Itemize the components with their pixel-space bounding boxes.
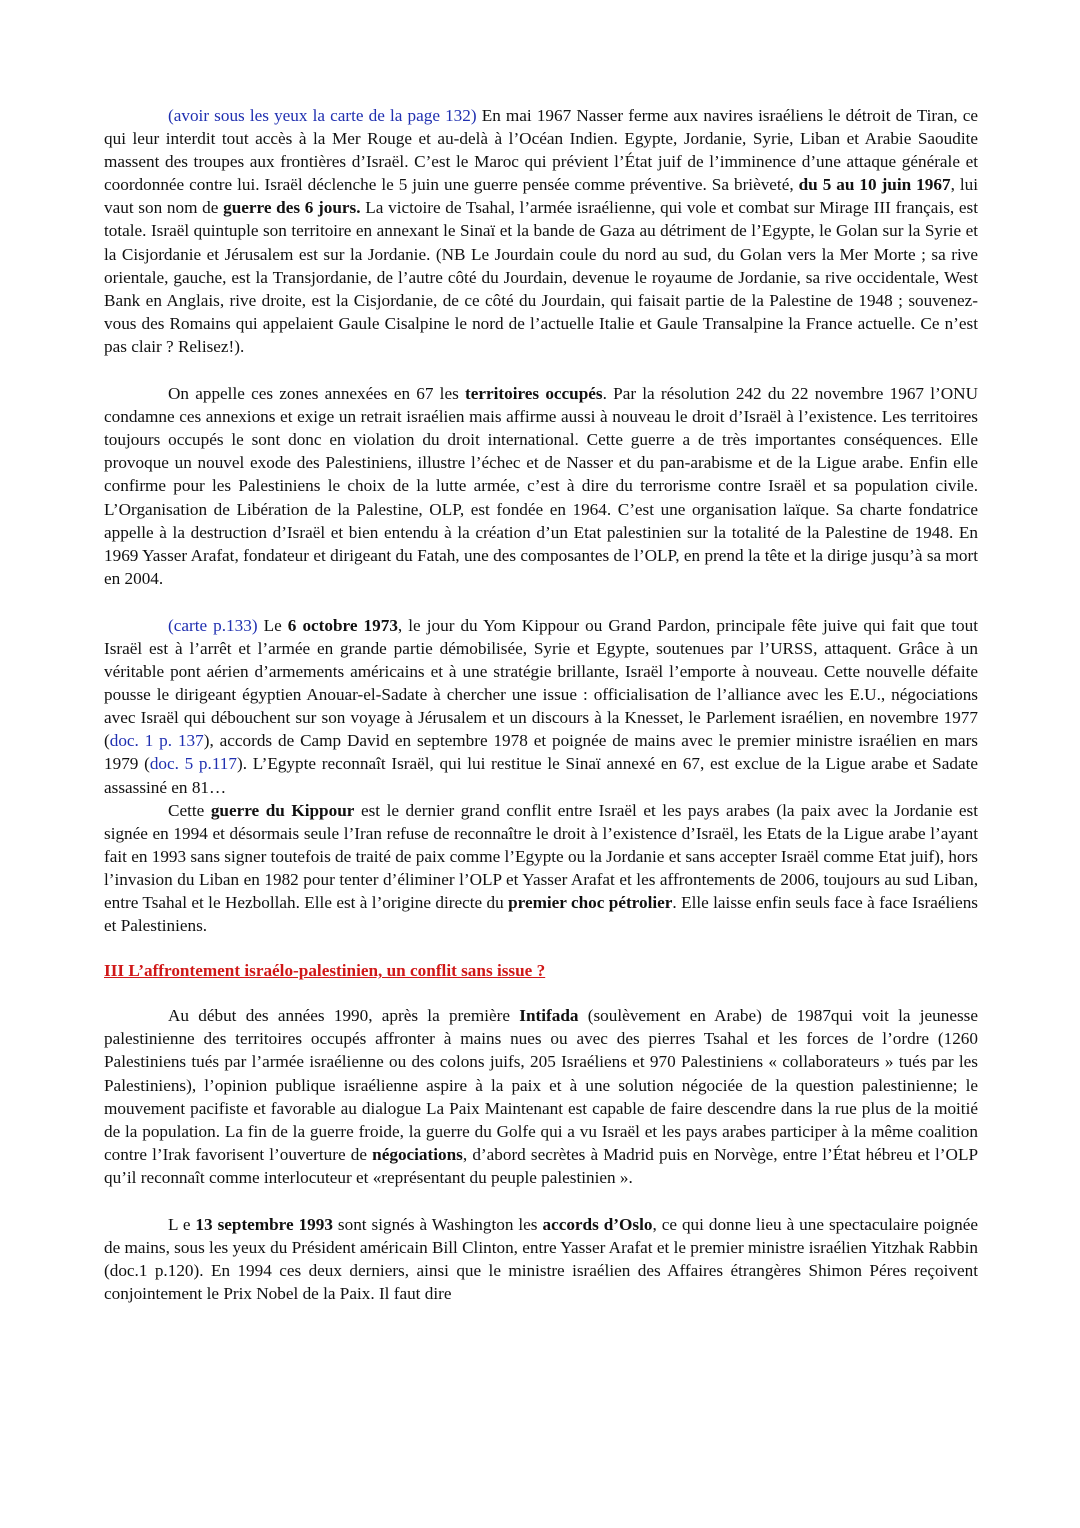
bold-oslo-accords: accords d’Oslo <box>542 1215 653 1235</box>
bold-dates-1967: du 5 au 10 juin 1967 <box>798 175 951 195</box>
map-reference-p133: (carte p.133) <box>168 615 258 635</box>
paragraph-occupied-territories: On appelle ces zones annexées en 67 les territoires occupés. Par la résolution 242 du 22 novembre 1967 l’ONU condamne ces annexions et exige un retrait israélien mais affirme aussi à nouveau le droit d’Israël à l’existence. Les territoires toujours occupés le sont donc en violation du droit international. Cette guerre a de très importantes conséquences. Elle provoque un nouvel exode des Palestiniens, illustre l’échec et de Nasser et du pan-arabisme et de la Ligue arabe. Enfin elle confirme pour les Palestiniens le choix de la lutte armée, c’est à dire du terrorisme contre Israël et sa population civile. L’Organisation de Libération de la Palestine, OLP, est fondée en 1964. C’est une organisation laïque. Sa charte fondatrice appelle à la destruction d’Israël et bien entendu à la création d’un Etat palestinien sur la totalité de la Palestine de 1948. En 1969 Yasser Arafat, fondateur et dirigeant du Fatah, une des composantes de l’OLP, en prend la tête et la dirige jusqu’à sa mort en 2004. <box>104 384 978 588</box>
paragraph-intifada: Au début des années 1990, après la première Intifada (soulèvement en Arabe) de 1987qui voit la jeunesse palestinienne des territoires occupés affronter à mains nues ou avec des pierres Tsahal et les forces de l’ordre (1260 Palestiniens tués par l’armée israélienne ou des colons juifs, 205 Israéliens et 970 Palestiniens « collaborateurs » tués par les Palestiniens), l’opinion publique israélienne aspire à la paix et à une solution négociée de la question palestinienne; le mouvement pacifiste et favorable au dialogue La Paix Maintenant est capable de faire descendre dans la rue plus de la moitié de la population. La fin de la guerre froide, la guerre du Golfe qui a vu Israël et les pays arabes participer à la même coalition contre l’Irak favorisent l’ouverture de négociations, d’abord secrètes à Madrid puis en Norvège, entre l’État hébreu et l’OLP qu’il reconnaît comme interlocuteur et «représentant du peuple palestinien ». <box>104 1006 978 1187</box>
paragraph-six-day-war: (avoir sous les yeux la carte de la page 132) En mai 1967 Nasser ferme aux navires israéliens le détroit de Tiran, ce qui leur interdit tout accès à la Mer Rouge et au-delà à l’Océan Indien. Egypte, Jordanie, Syrie, Liban et Arabie Saoudite massent des troupes aux frontières d’Israël. C’est le Maroc qui prévient l’État juif de l’imminence d’une attaque générale et coordonnée contre lui. Israël déclenche le 5 juin une guerre pensée comme préventive. Sa brièveté, du 5 au 10 juin 1967, lui vaut son nom de guerre des 6 jours. La victoire de Tsahal, l’armée israélienne, qui vole et combat sur Mirage III français, est totale. Israël quintuple son territoire en annexant le Sinaï et la bande de Gaza au détriment de l’Egypte, le Golan sur la Syrie et la Cisjordanie et Jérusalem est sur la Jordanie. (NB Le Jourdain coule du nord au sud, du Golan vers la Mer Morte ; sa rive orientale, gauche, est la Transjordanie, de l’autre côté du Jourdain, devenue le royaume de Jordanie, sa rive occidentale, West Bank en Anglais, rive droite, est la Cisjordanie, de ce côté du Jourdain, qui faisait partie de la Palestine de 1948 ; souvenez-vous des Romains qui appelaient Gaule Cisalpine le nord de l’actuelle Italie et Gaule Transalpine la France actuelle. Ce n’est pas clair ? Relisez!). <box>104 106 978 356</box>
doc-reference-p137: doc. 1 p. 137 <box>109 731 204 751</box>
bold-date-1973: 6 octobre 1973 <box>287 615 398 635</box>
bold-kippur-war: guerre du Kippour <box>210 800 355 820</box>
bold-oil-shock: premier choc pétrolier <box>508 893 673 912</box>
paragraph-oslo-accords: L e 13 septembre 1993 sont signés à Washington les accords d’Oslo, ce qui donne lieu à une spectaculaire poignée de mains, sous les yeux du Président américain Bill Clinton, entre Yasser Arafat et le premier ministre israélien Yitzhak Rabbin (doc.1 p.120). En 1994 ces deux derniers, ainsi que le ministre israélien des Affaires étrangères Shimon Péres reçoivent conjointement le Prix Nobel de la Paix. Il faut dire <box>104 1215 979 1304</box>
bold-intifada: Intifada <box>519 1006 579 1026</box>
section-heading: III L’affrontement israélo-palestinien, un conflit sans issue ? <box>104 961 546 981</box>
doc-reference-p117: doc. 5 p.117 <box>149 754 237 774</box>
document-page <box>104 104 978 1305</box>
bold-occupied-territories: territoires occupés <box>465 384 603 404</box>
map-reference-p132: (avoir sous les yeux la carte de la page 132) <box>168 106 477 125</box>
bold-date-1993: 13 septembre 1993 <box>195 1215 333 1235</box>
bold-six-day-war: guerre des 6 jours. <box>223 198 361 218</box>
bold-negotiations: négociations <box>372 1144 463 1164</box>
paragraph-kippur-consequences: Cette guerre du Kippour est le dernier grand conflit entre Israël et les pays arabes (la paix avec la Jordanie est signée en 1994 et désormais seule l’Iran refuse de reconnaître le droit à l’existence d’Israël, les Etats de la Ligue arabe l’ayant fait en 1993 sans signer toutefois de traité de paix comme l’Egypte ou la Jordanie et sans accepter Israël comme Etat juif), hors l’invasion du Liban en 1982 pour tenter d’éliminer l’OLP et Yasser Arafat et les affrontements de 2006, toujours au sud Liban, entre Tsahal et le Hezbollah. Elle est à l’origine directe du premier choc pétrolier. Elle laisse enfin seuls face à face Israéliens et Palestiniens. <box>104 800 978 936</box>
paragraph-yom-kippur: (carte p.133) Le 6 octobre 1973, le jour du Yom Kippour ou Grand Pardon, principale fête juive qui fait que tout Israël est à l’arrêt et l’armée en grande partie démobilisée, Syrie et Egypte, soutenues par l’URSS, attaquent. Grâce à un véritable pont aérien d’armements américains et à une stratégie brillante, Israël l’emporte à nouveau. Cette nouvelle défaite pousse le dirigeant égyptien Anouar-el-Sadate à chercher une issue : officialisation de l’alliance avec les E.U., négociations avec Israël qui débouchent sur son voyage à Jérusalem et un discours à la Knesset, le Parlement israélien, en novembre 1977 (doc. 1 p. 137), accords de Camp David en septembre 1978 et poignée de mains avec le premier ministre israélien en mars 1979 (doc. 5 p.117). L’Egypte reconnaît Israël, qui lui restitue le Sinaï annexé en 67, est exclue de la Ligue arabe et Sadate assassiné en 81… <box>104 615 978 797</box>
